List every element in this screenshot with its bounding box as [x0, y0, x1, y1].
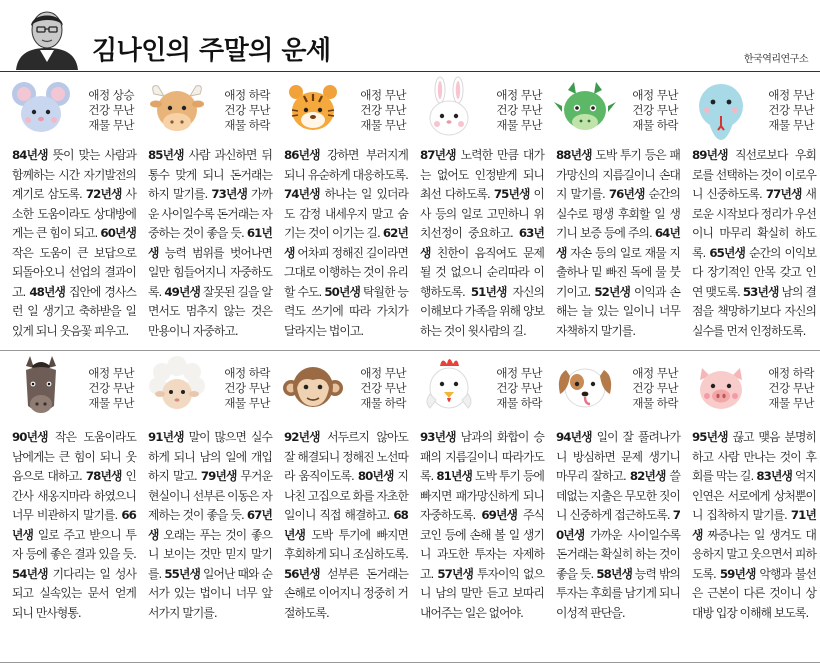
horoscope-sentence: 악행과 불선은 근본이 다른 것이니 상대방 입장 이해해 보도록.	[692, 566, 816, 620]
birth-year: 55년생	[164, 566, 200, 581]
pig-icon	[688, 354, 754, 420]
horoscope-sentence: 집안에 경사스런 일 생기고 축하받을 일 있게 되니 웃음꽃 피우고.	[12, 284, 136, 338]
fortune-line: 재물 무난	[88, 396, 134, 410]
birth-year: 91년생	[148, 430, 184, 444]
birth-year: 84년생	[12, 148, 48, 162]
horoscope-text	[420, 146, 544, 341]
fortune-line: 건강 무난	[224, 381, 270, 395]
horoscope-sentence: 사람 과신하면 뒤통수 맞게 되니 돈거래는 하지 말기를.	[148, 148, 272, 201]
zodiac-cell	[414, 352, 550, 660]
fortune-line: 재물 무난	[224, 396, 270, 410]
fortune-line: 재물 무난	[88, 118, 134, 132]
birth-year: 71년생	[692, 508, 816, 542]
zodiac-cell	[550, 74, 686, 348]
fortune-line: 재물 무난	[768, 396, 814, 410]
fortune-line: 재물 하락	[632, 396, 678, 410]
fortune-summary	[88, 88, 134, 133]
birth-year: 64년생	[556, 226, 680, 260]
horoscope-sentence: 주식 코인 등에 손해 볼 일 생기니 과도한 투자는 자제하고.	[420, 508, 544, 581]
birth-year: 50년생	[324, 284, 360, 299]
fortune-summary	[768, 88, 814, 133]
fortune-line: 애정 무난	[632, 366, 678, 380]
horoscope-sentence: 억지 인연은 서로에게 상처뿐이니 집착하지 말기를.	[692, 469, 816, 522]
horoscope-sentence: 작은 도움이라도 남에게는 큰 힘이 되니 웃음으로 대하고.	[12, 430, 136, 483]
fortune-summary	[224, 366, 270, 411]
horoscope-sentence: 이익과 손해는 늘 있는 일이니 너무 자책하지 말기를.	[556, 284, 680, 338]
birth-year: 70년생	[556, 508, 680, 542]
horoscope-sentence: 가까운 사이일수록 돈거래는 확실히 하는 것이 좋을 듯.	[556, 527, 681, 581]
fortune-line: 애정 하락	[768, 366, 814, 380]
zodiac-cell	[686, 352, 820, 660]
birth-year: 49년생	[164, 284, 200, 299]
dog-icon	[552, 354, 618, 420]
fortune-line: 건강 무난	[360, 381, 406, 395]
fortune-line: 건강 무난	[496, 381, 542, 395]
birth-year: 62년생	[284, 226, 408, 260]
zodiac-cell	[414, 74, 550, 348]
horoscope-sentence: 투자이익 없으니 남의 말만 듣고 보따리 내어주는 일은 없어야.	[420, 566, 544, 620]
zodiac-cell	[686, 74, 820, 348]
birth-year: 72년생	[85, 187, 122, 201]
middle-divider	[0, 350, 820, 351]
tiger-icon	[280, 76, 346, 142]
birth-year: 57년생	[437, 566, 473, 581]
birth-year: 94년생	[556, 430, 592, 444]
horoscope-sentence: 쓸데없는 지출은 무모한 짓이니 신중하게 접근하도록.	[556, 469, 681, 522]
horoscope-text	[556, 428, 680, 623]
horoscope-sentence: 일로 주고 받으니 투자 등에 좋은 결과 있을 듯.	[12, 527, 136, 561]
birth-year: 67년생	[148, 508, 272, 542]
horoscope-sentence: 무거운 현실이니 선부른 이동은 자제하는 것이 좋을 듯.	[148, 469, 273, 522]
horoscope-sentence: 도박 투기 등에 빠지면 패가망신하게 되니 자중하도록.	[420, 469, 545, 522]
fortune-line: 애정 하락	[224, 366, 270, 380]
rooster-icon	[416, 354, 482, 420]
horoscope-text	[692, 146, 816, 341]
fortune-line: 건강 무난	[88, 103, 134, 117]
fortune-line: 재물 무난	[360, 118, 406, 132]
fortune-line: 재물 하락	[496, 396, 542, 410]
horoscope-sentence: 사소한 도움이라도 상대방에게는 큰 힘이 되고.	[12, 187, 136, 240]
horoscope-text	[148, 428, 272, 623]
fortune-line: 재물 하락	[360, 396, 406, 410]
birth-year: 90년생	[12, 430, 48, 444]
horoscope-sentence: 남과의 화합이 승패의 지름길이니 따라가도록.	[420, 430, 544, 483]
fortune-line: 애정 무난	[496, 366, 542, 380]
horoscope-sentence: 작은 도움이 큰 보답으로 되돌아오니 선업의 결과이고.	[12, 245, 136, 299]
snake-icon	[688, 76, 754, 142]
fortune-line: 건강 무난	[88, 381, 134, 395]
horoscope-text	[12, 146, 136, 341]
fortune-line: 애정 무난	[768, 88, 814, 102]
fortune-summary	[768, 366, 814, 411]
birth-year: 79년생	[200, 469, 237, 483]
fortune-line: 애정 무난	[360, 366, 406, 380]
fortune-summary	[360, 88, 406, 133]
fortune-line: 재물 무난	[768, 118, 814, 132]
header	[0, 0, 820, 72]
fortune-line: 재물 하락	[224, 118, 270, 132]
birth-year: 48년생	[29, 284, 65, 299]
rabbit-icon	[416, 76, 482, 142]
horoscope-sentence: 뜻이 맞는 사람과 함께하는 시간 자기발전의 계기로 삼도록.	[12, 148, 136, 201]
birth-year: 61년생	[148, 226, 272, 260]
horoscope-sentence: 기다리는 일 성사되고 실속있는 문서 얻게 되니 만사형통.	[12, 566, 136, 620]
birth-year: 78년생	[85, 469, 122, 483]
horoscope-sentence: 탁월한 능력도 쓰기에 따라 가치가 달라지는 법이고.	[284, 284, 408, 338]
zodiac-cell	[278, 352, 414, 660]
fortune-line: 재물 하락	[632, 118, 678, 132]
page-title: 김나인의 주말의 운세	[92, 36, 331, 66]
horoscope-sentence: 능력 밖의 투자는 후회를 남기게 되니 이성적 판단을.	[556, 566, 681, 620]
fortune-line: 애정 상승	[88, 88, 134, 102]
horoscope-sentence: 짜증나는 일 생겨도 대응하지 말고 웃으면서 피하도록.	[692, 527, 817, 581]
sheep-icon	[144, 354, 210, 420]
fortune-summary	[496, 88, 542, 133]
birth-year: 86년생	[284, 148, 320, 162]
fortune-summary	[360, 366, 406, 411]
birth-year: 85년생	[148, 148, 184, 162]
fortune-line: 건강 무난	[768, 381, 814, 395]
birth-year: 69년생	[481, 508, 517, 522]
fortune-summary	[88, 366, 134, 411]
horoscope-text	[12, 428, 136, 623]
horoscope-sentence: 친한이 음직여도 문제 될 것 없으니 순리따라 이행하도록.	[420, 245, 544, 299]
fortune-line: 애정 하락	[224, 88, 270, 102]
horoscope-sentence: 인간사 새옹지마라 하였으니 너무 비관하지 말기를.	[12, 469, 136, 522]
source-credit: 한국역리연구소	[743, 54, 808, 65]
horoscope-sentence: 어차피 정해진 길이라면 그대로 이행하는 것이 유리할 수도.	[284, 245, 409, 299]
zodiac-cell	[142, 352, 278, 660]
horoscope-text	[420, 428, 544, 623]
birth-year: 87년생	[420, 148, 456, 162]
horoscope-sentence: 이사 등의 일로 고민하니 위치선정이 중요하고.	[420, 187, 544, 240]
zodiac-cell	[142, 74, 278, 348]
rat-icon	[8, 76, 74, 142]
horoscope-sentence: 지나친 고집으로 화를 자초한 일이니 직접 해결하고.	[284, 469, 409, 522]
horoscope-sentence: 하나는 일 있더라도 감정 내세우지 말고 숨기는 것이 이기는 길.	[284, 187, 408, 240]
birth-year: 93년생	[420, 430, 456, 444]
monkey-icon	[280, 354, 346, 420]
birth-year: 92년생	[284, 430, 320, 444]
birth-year: 95년생	[692, 430, 728, 444]
zodiac-cell	[6, 352, 142, 660]
birth-year: 74년생	[284, 187, 320, 201]
horoscope-sentence: 새로운 시작보다 정리가 우선이니 마무리 확실히 하도록.	[692, 187, 817, 260]
author-portrait-icon	[8, 6, 86, 70]
birth-year: 81년생	[436, 469, 472, 483]
horoscope-sentence: 가까운 사이일수록 돈거래는 자중하는 것이 좋을 듯.	[148, 187, 273, 240]
horoscope-sentence: 능력 범위를 벗어나면 일만 힘들어지니 자중하도록.	[148, 245, 272, 299]
ox-icon	[144, 76, 210, 142]
birth-year: 83년생	[756, 469, 792, 483]
horoscope-sentence: 끊고 맺음 분명히 하고 사람 만나는 것이 후회를 막는 길.	[692, 430, 816, 483]
horoscope-sentence: 자손 등의 일로 재물 지출하나 밑 빠진 독에 물 붓기이고.	[556, 245, 680, 299]
fortune-summary	[632, 88, 678, 133]
horoscope-sentence: 순간의 이익보다 장기적인 안목 갖고 인연 맺도록.	[692, 245, 816, 299]
birth-year: 88년생	[556, 148, 592, 162]
birth-year: 52년생	[594, 284, 630, 299]
zodiac-cell	[6, 74, 142, 348]
birth-year: 53년생	[742, 284, 779, 299]
horoscope-sentence: 섣부른 돈거래는 손해로 이어지니 정중히 거절하도록.	[284, 566, 409, 620]
birth-year: 75년생	[493, 187, 530, 201]
horoscope-text	[284, 146, 408, 341]
horoscope-sentence: 자신의 이해보다 가족을 위해 양보하는 것이 윗사람의 길.	[420, 284, 545, 338]
birth-year: 63년생	[420, 226, 544, 260]
birth-year: 60년생	[100, 226, 136, 240]
horoscope-text	[284, 428, 408, 623]
birth-year: 65년생	[709, 245, 745, 260]
horoscope-sentence: 남의 결점을 책망하기보다 자신의 실수를 먼저 인정하도록.	[692, 284, 816, 338]
fortune-line: 재물 무난	[496, 118, 542, 132]
fortune-line: 건강 무난	[360, 103, 406, 117]
birth-year: 56년생	[284, 566, 320, 581]
birth-year: 58년생	[596, 566, 632, 581]
birth-year: 73년생	[211, 187, 247, 201]
fortune-line: 건강 무난	[632, 381, 678, 395]
horoscope-text	[148, 146, 272, 341]
birth-year: 66년생	[12, 508, 136, 542]
birth-year: 76년생	[608, 187, 645, 201]
horoscope-text	[692, 428, 816, 623]
fortune-line: 건강 무난	[496, 103, 542, 117]
horoscope-sentence: 서두르지 않아도 잘 해결되니 정해진 노선따라 움직이도록.	[284, 430, 409, 483]
fortune-line: 애정 무난	[496, 88, 542, 102]
fortune-summary	[496, 366, 542, 411]
birth-year: 54년생	[12, 566, 48, 581]
fortune-line: 애정 무난	[360, 88, 406, 102]
birth-year: 68년생	[284, 508, 408, 542]
horoscope-sentence: 일이 잘 풀려나가니 방심하면 문제 생기니 마무리 잘하고.	[556, 430, 680, 483]
horoscope-sentence: 강하면 부러지게 되니 유순하게 대응하도록.	[284, 148, 409, 182]
birth-year: 82년생	[629, 469, 666, 483]
zodiac-cell	[278, 74, 414, 348]
horoscope-sentence: 노력한 만큼 대가는 없어도 인정받게 되니 최선 다하도록.	[420, 148, 544, 201]
horoscope-sentence: 오래는 푸는 것이 좋으니 보이는 것만 믿지 말기를.	[148, 527, 272, 581]
fortune-line: 애정 무난	[88, 366, 134, 380]
fortune-line: 애정 무난	[632, 88, 678, 102]
dragon-icon	[552, 76, 618, 142]
horoscope-sentence: 직선로보다 우회로를 선택하는 것이 이로우니 신중하도록.	[692, 148, 817, 201]
fortune-summary	[632, 366, 678, 411]
horse-icon	[8, 354, 74, 420]
horoscope-text	[556, 146, 680, 341]
horoscope-sentence: 도박 투기에 빠지면 후회하게 되니 조심하도록.	[284, 527, 409, 561]
fortune-summary	[224, 88, 270, 133]
birth-year: 89년생	[692, 148, 728, 162]
horoscope-sentence: 일어난 때와 순서가 있는 법이니 너무 앞서가지 말기를.	[148, 566, 273, 620]
birth-year: 59년생	[719, 566, 756, 581]
fortune-line: 건강 무난	[632, 103, 678, 117]
fortune-line: 건강 무난	[224, 103, 270, 117]
birth-year: 80년생	[357, 469, 394, 483]
birth-year: 51년생	[470, 284, 507, 299]
zodiac-cell	[550, 352, 686, 660]
top-divider	[0, 71, 820, 72]
horoscope-sentence: 말이 많으면 실수하게 되니 남의 일에 개입하지 말고.	[148, 430, 272, 483]
horoscope-sentence: 도박 투기 등은 패가망신의 지름길이니 손대지 말기를.	[556, 148, 680, 201]
horoscope-sentence: 잘못된 길을 알면서도 멈추지 않는 것은 만용이니 자중하고.	[148, 284, 273, 338]
birth-year: 77년생	[765, 187, 802, 201]
horoscope-sentence: 순간의 실수로 평생 후회할 일 생기니 보증 등에 주의.	[556, 187, 680, 240]
fortune-line: 건강 무난	[768, 103, 814, 117]
